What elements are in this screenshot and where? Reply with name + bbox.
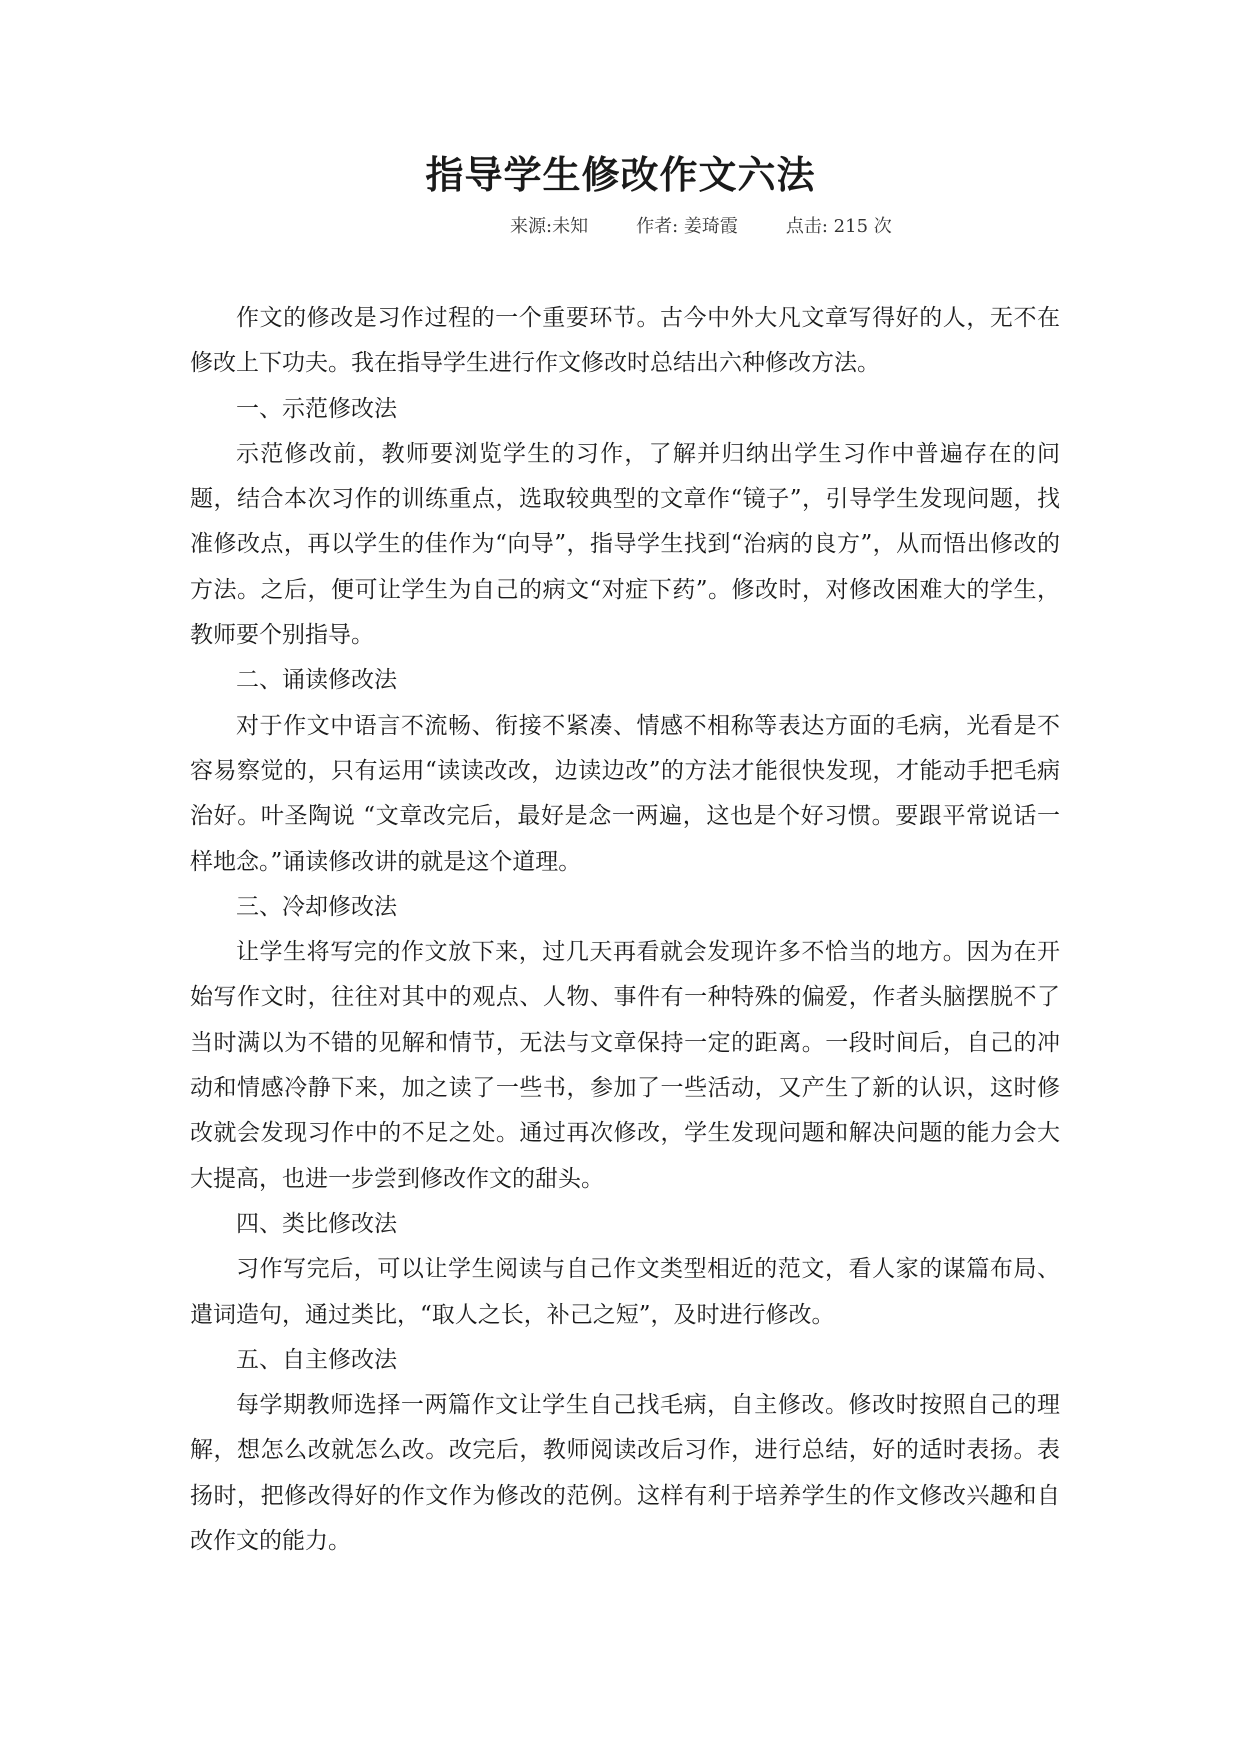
section-heading: 四、类比修改法	[236, 1210, 397, 1237]
meta-author: 作者: 姜琦霞	[636, 216, 738, 237]
meta-clicks: 点击: 215 次	[785, 216, 892, 237]
section-heading: 一、示范修改法	[236, 395, 397, 422]
meta-source: 来源:未知	[510, 216, 589, 237]
body-paragraph: 示范修改前，教师要浏览学生的习作，了解并归纳出学生习作中普遍存在的问题，结合本次习作的训练重点，选取较典型的文章作“镜子”，引导学生发现问题，找准修改点，再以学生的佳作为“向导”，指导学生找到“治病的良方”，从而悟出修改的方法。之后，便可让学生为自己的病文“对症下药”。修改时，对修改困难大的学生，教师要个别指导。	[190, 440, 1060, 649]
article-body	[190, 296, 1060, 1564]
page-title: 指导学生修改作文六法	[425, 152, 816, 197]
section-heading: 五、自主修改法	[236, 1346, 397, 1373]
section-heading: 三、冷却修改法	[236, 893, 397, 920]
body-paragraph: 习作写完后，可以让学生阅读与自己作文类型相近的范文，看人家的谋篇布局、遣词造句，通过类比，“取人之长，补己之短”，及时进行修改。	[190, 1256, 1060, 1328]
body-paragraph: 每学期教师选择一两篇作文让学生自己找毛病，自主修改。修改时按照自己的理解，想怎么改就怎么改。改完后，教师阅读改后习作，进行总结，好的适时表扬。表扬时，把修改得好的作文作为修改的范例。这样有利于培养学生的作文修改兴趣和自改作文的能力。	[190, 1392, 1060, 1555]
intro-paragraph: 作文的修改是习作过程的一个重要环节。古今中外大凡文章写得好的人，无不在修改上下功夫。我在指导学生进行作文修改时总结出六种修改方法。	[190, 305, 1060, 377]
article-meta	[510, 214, 892, 240]
body-paragraph: 让学生将写完的作文放下来，过几天再看就会发现许多不恰当的地方。因为在开始写作文时，往往对其中的观点、人物、事件有一种特殊的偏爱，作者头脑摆脱不了当时满以为不错的见解和情节，无法与文章保持一定的距离。一段时间后，自己的冲动和情感冷静下来，加之读了一些书，参加了一些活动，又产生了新的认识，这时修改就会发现习作中的不足之处。通过再次修改，学生发现问题和解决问题的能力会大大提高，也进一步尝到修改作文的甜头。	[190, 939, 1060, 1192]
section-heading: 二、诵读修改法	[236, 667, 397, 694]
body-paragraph: 对于作文中语言不流畅、衔接不紧凑、情感不相称等表达方面的毛病，光看是不容易察觉的，只有运用“读读改改，边读边改”的方法才能很快发现，才能动手把毛病治好。叶圣陶说 “文章改完后，最好是念一两遍，这也是个好习惯。要跟平常说话一样地念。”诵读修改讲的就是这个道理。	[190, 712, 1060, 875]
